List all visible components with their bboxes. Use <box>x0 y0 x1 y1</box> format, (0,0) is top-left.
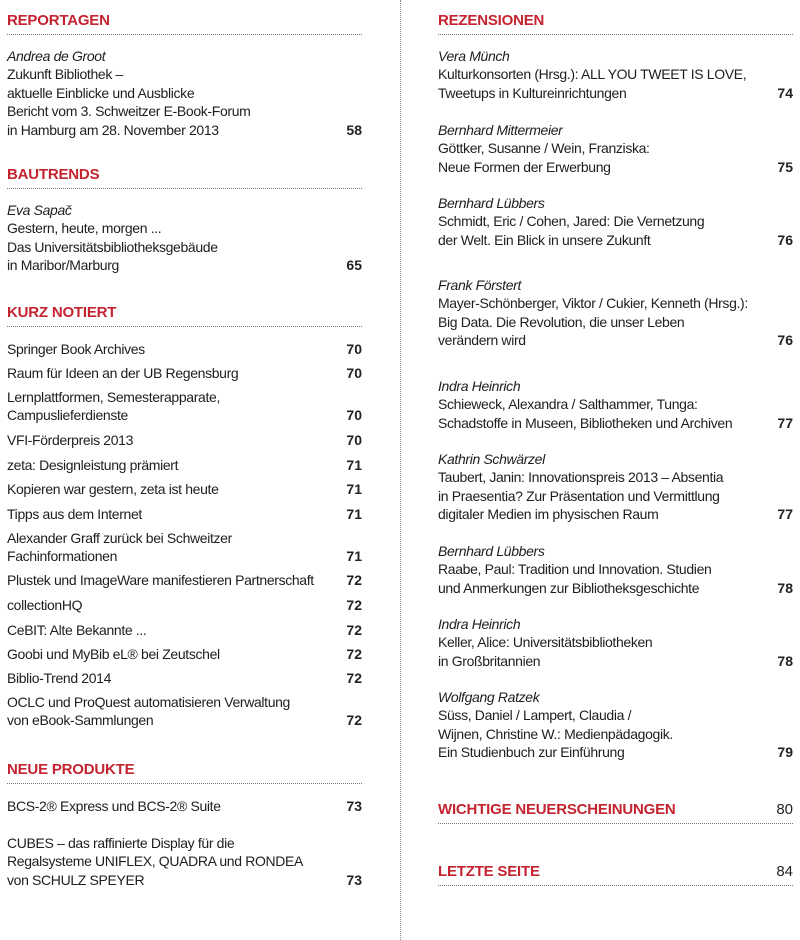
entry-page-number: 70 <box>346 407 362 424</box>
entry-page-number: 58 <box>346 121 362 138</box>
entry-page-number: 76 <box>777 332 793 349</box>
entry-title-line: Fachinformationen <box>7 548 118 565</box>
section-title: LETZTE SEITE <box>438 862 540 880</box>
entry-page-number: 72 <box>346 669 362 686</box>
entry-title-line: Das Universitätsbibliotheksgebäude <box>7 238 218 255</box>
entry-title-line: und Anmerkungen zur Bibliotheksgeschichte <box>438 579 700 596</box>
entry-title-line: BCS-2® Express und BCS-2® Suite <box>7 797 221 814</box>
entry-author: Bernhard Lübbers <box>438 194 545 211</box>
entry-page-number: 73 <box>346 797 362 814</box>
entry-page-number: 71 <box>346 548 362 565</box>
section-rule <box>7 34 362 35</box>
entry-author: Indra Heinrich <box>438 615 521 632</box>
section-page-number: 84 <box>776 862 793 880</box>
section-title: NEUE PRODUKTE <box>7 760 135 778</box>
entry-page-number: 75 <box>777 158 793 175</box>
entry-title-line: verändern wird <box>438 332 526 349</box>
section-rule <box>438 823 793 824</box>
entry-title-line: VFI-Förderpreis 2013 <box>7 431 134 448</box>
entry-title-line: Raum für Ideen an der UB Regensburg <box>7 364 239 381</box>
entry-page-number: 72 <box>346 571 362 588</box>
entry-author: Vera Münch <box>438 47 510 64</box>
section-rule <box>438 34 793 35</box>
entry-page-number: 78 <box>777 652 793 669</box>
section-page-number: 80 <box>776 800 793 818</box>
entry-title-line: Göttker, Susanne / Wein, Franziska: <box>438 140 650 157</box>
entry-page-number: 71 <box>346 480 362 497</box>
entry-title-line: in Großbritannien <box>438 652 541 669</box>
entry-author: Kathrin Schwärzel <box>438 450 545 467</box>
section-title: REZENSIONEN <box>438 11 545 29</box>
entry-title-line: Ein Studienbuch zur Einführung <box>438 744 625 761</box>
entry-title-line: Schmidt, Eric / Cohen, Jared: Die Vernetzung <box>438 213 705 230</box>
entry-title-line: Tweetups in Kultureinrichtungen <box>438 84 627 101</box>
section-rule <box>438 885 793 886</box>
section-title: WICHTIGE NEUERSCHEINUNGEN <box>438 800 676 818</box>
section-rule <box>7 326 362 327</box>
entry-page-number: 77 <box>777 414 793 431</box>
entry-author: Indra Heinrich <box>438 377 521 394</box>
entry-title-line: Raabe, Paul: Tradition und Innovation. Studien <box>438 561 712 578</box>
entry-title-line: in Praesentia? Zur Präsentation und Vermittlung <box>438 487 720 504</box>
entry-title-line: collectionHQ <box>7 596 83 613</box>
entry-title-line: CeBIT: Alte Bekannte ... <box>7 621 147 638</box>
section-rule <box>7 188 362 189</box>
entry-title-line: Keller, Alice: Universitätsbibliotheken <box>438 634 653 651</box>
entry-title-line: Alexander Graff zurück bei Schweitzer <box>7 529 232 546</box>
entry-title-line: Kulturkonsorten (Hrsg.): ALL YOU TWEET IS LOVE, <box>438 66 747 83</box>
entry-page-number: 71 <box>346 456 362 473</box>
entry-page-number: 70 <box>346 364 362 381</box>
entry-title-line: Plustek und ImageWare manifestieren Partnerschaft <box>7 571 314 588</box>
entry-page-number: 72 <box>346 621 362 638</box>
entry-page-number: 77 <box>777 506 793 523</box>
entry-title-line: Biblio-Trend 2014 <box>7 669 112 686</box>
entry-author: Bernhard Lübbers <box>438 542 545 559</box>
entry-author: Frank Förstert <box>438 276 522 293</box>
entry-author: Wolfgang Ratzek <box>438 688 540 705</box>
entry-title-line: Schieweck, Alexandra / Salthammer, Tunga: <box>438 396 698 413</box>
entry-title-line: aktuelle Einblicke und Ausblicke <box>7 84 195 101</box>
entry-author: Andrea de Groot <box>7 47 106 64</box>
entry-page-number: 76 <box>777 231 793 248</box>
entry-page-number: 72 <box>346 596 362 613</box>
entry-title-line: Campuslieferdienste <box>7 407 128 424</box>
entry-author: Eva Sapač <box>7 201 72 218</box>
section-title: REPORTAGEN <box>7 11 110 29</box>
entry-title-line: digitaler Medien im physischen Raum <box>438 506 659 523</box>
entry-title-line: Süss, Daniel / Lampert, Claudia / <box>438 707 632 724</box>
entry-title-line: Regalsysteme UNIFLEX, QUADRA und RONDEA <box>7 853 304 870</box>
entry-title-line: Zukunft Bibliothek – <box>7 66 123 83</box>
entry-title-line: von eBook-Sammlungen <box>7 712 154 729</box>
entry-title-line: Kopieren war gestern, zeta ist heute <box>7 480 219 497</box>
entry-title-line: Tipps aus dem Internet <box>7 505 142 522</box>
entry-title-line: Mayer-Schönberger, Viktor / Cukier, Kenneth (Hrsg.): <box>438 295 748 312</box>
section-rule <box>7 783 362 784</box>
entry-title-line: Wijnen, Christine W.: Medienpädagogik. <box>438 725 673 742</box>
left-column <box>7 0 362 940</box>
section-title: BAUTRENDS <box>7 165 100 183</box>
column-divider <box>400 0 401 940</box>
entry-page-number: 74 <box>777 84 793 101</box>
entry-page-number: 78 <box>777 579 793 596</box>
entry-page-number: 72 <box>346 645 362 662</box>
entry-title-line: Springer Book Archives <box>7 340 145 357</box>
entry-title-line: zeta: Designleistung prämiert <box>7 456 179 473</box>
entry-author: Bernhard Mittermeier <box>438 121 563 138</box>
entry-title-line: in Maribor/Marburg <box>7 257 119 274</box>
entry-title-line: der Welt. Ein Blick in unsere Zukunft <box>438 231 651 248</box>
entry-page-number: 71 <box>346 505 362 522</box>
entry-title-line: CUBES – das raffinierte Display für die <box>7 834 235 851</box>
entry-title-line: Bericht vom 3. Schweitzer E-Book-Forum <box>7 103 251 120</box>
entry-title-line: in Hamburg am 28. November 2013 <box>7 121 219 138</box>
right-column <box>438 0 793 940</box>
entry-title-line: OCLC und ProQuest automatisieren Verwaltung <box>7 693 290 710</box>
entry-page-number: 72 <box>346 712 362 729</box>
entry-title-line: Lernplattformen, Semesterapparate, <box>7 388 221 405</box>
entry-title-line: Big Data. Die Revolution, die unser Leben <box>438 313 685 330</box>
entry-page-number: 65 <box>346 257 362 274</box>
entry-page-number: 79 <box>777 744 793 761</box>
entry-page-number: 70 <box>346 340 362 357</box>
entry-title-line: Gestern, heute, morgen ... <box>7 220 162 237</box>
section-title: KURZ NOTIERT <box>7 303 117 321</box>
entry-title-line: Taubert, Janin: Innovationspreis 2013 – Absentia <box>438 469 724 486</box>
entry-title-line: Goobi und MyBib eL® bei Zeutschel <box>7 645 220 662</box>
entry-title-line: von SCHULZ SPEYER <box>7 871 145 888</box>
entry-page-number: 70 <box>346 431 362 448</box>
entry-title-line: Schadstoffe in Museen, Bibliotheken und Archiven <box>438 414 733 431</box>
entry-title-line: Neue Formen der Erwerbung <box>438 158 611 175</box>
entry-page-number: 73 <box>346 871 362 888</box>
